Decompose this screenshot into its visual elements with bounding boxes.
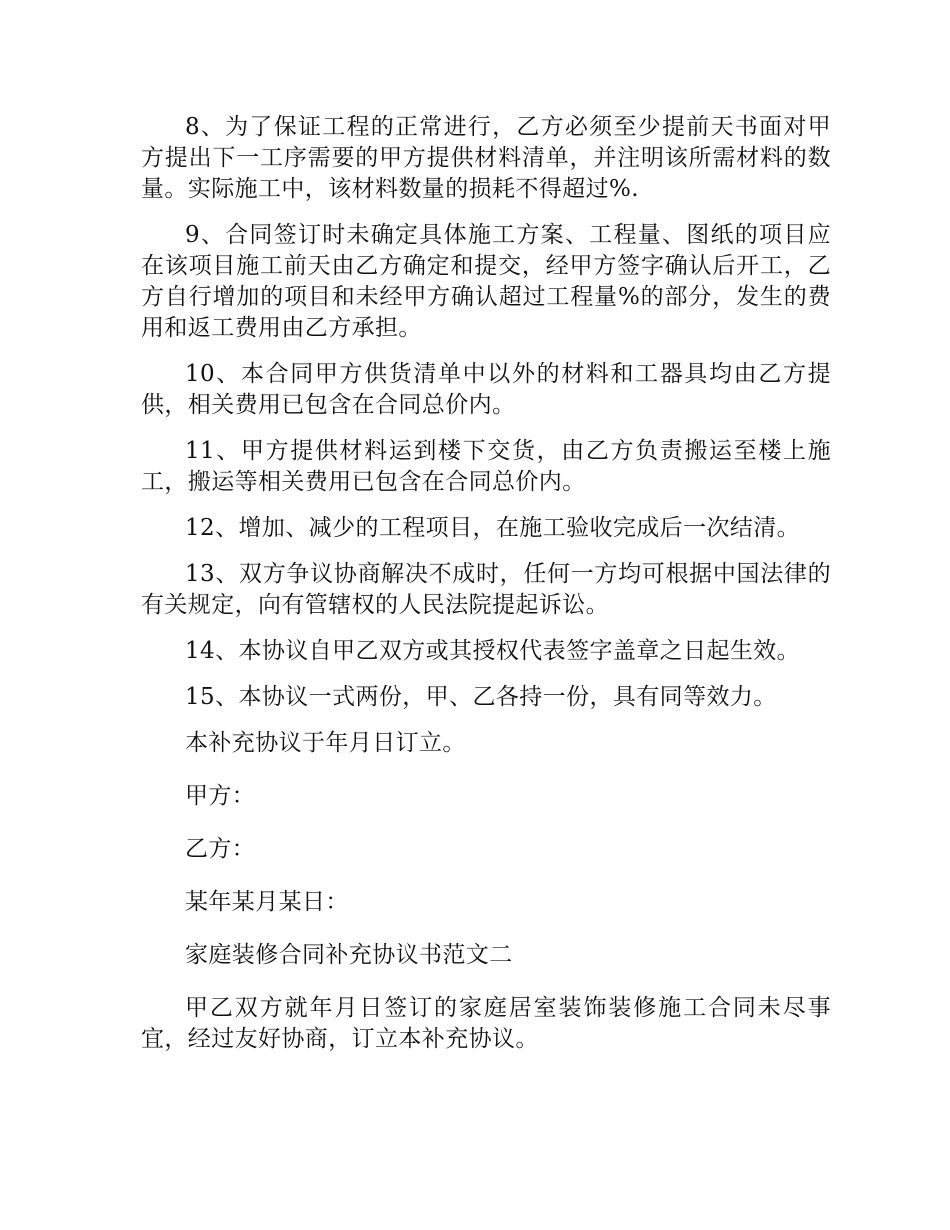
party-a-signature-line: 甲方：	[185, 783, 256, 809]
clause-10: 10、本合同甲方供货清单中以外的材料和工器具均由乙方提供，相关费用已包含在合同总价内。	[141, 361, 831, 418]
agreement-date-line: 本补充协议于年月日订立。	[185, 730, 466, 756]
party-b-signature-line: 乙方：	[185, 836, 256, 862]
document-body	[141, 112, 831, 1070]
intro-paragraph: 甲乙双方就年月日签订的家庭居室装饰装修施工合同未尽事宜，经过友好协商，订立本补充协议。	[141, 995, 831, 1052]
clause-11: 11、甲方提供材料运到楼下交货，由乙方负责搬运至楼上施工，搬运等相关费用已包含在合同总价内。	[141, 438, 831, 495]
clause-9: 9、合同签订时未确定具体施工方案、工程量、图纸的项目应在该项目施工前天由乙方确定和提交，经甲方签字确认后开工，乙方自行增加的项目和未经甲方确认超过工程量%的部分，发生的费用和返工费用由乙方承担。	[141, 222, 831, 341]
signing-date-line: 某年某月某日：	[185, 889, 349, 915]
clause-8: 8、为了保证工程的正常进行，乙方必须至少提前天书面对甲方提出下一工序需要的甲方提供材料清单，并注明该所需材料的数量。实际施工中，该材料数量的损耗不得超过%.	[141, 114, 831, 202]
section-title: 家庭装修合同补充协议书范文二	[185, 942, 513, 968]
clause-12: 12、增加、减少的工程项目，在施工验收完成后一次结清。	[185, 515, 801, 541]
clause-15: 15、本协议一式两份，甲、乙各持一份，具有同等效力。	[185, 684, 777, 710]
clause-14: 14、本协议自甲乙双方或其授权代表签字盖章之日起生效。	[185, 638, 801, 664]
clause-13: 13、双方争议协商解决不成时，任何一方均可根据中国法律的有关规定，向有管辖权的人民法院提起诉讼。	[141, 561, 831, 618]
